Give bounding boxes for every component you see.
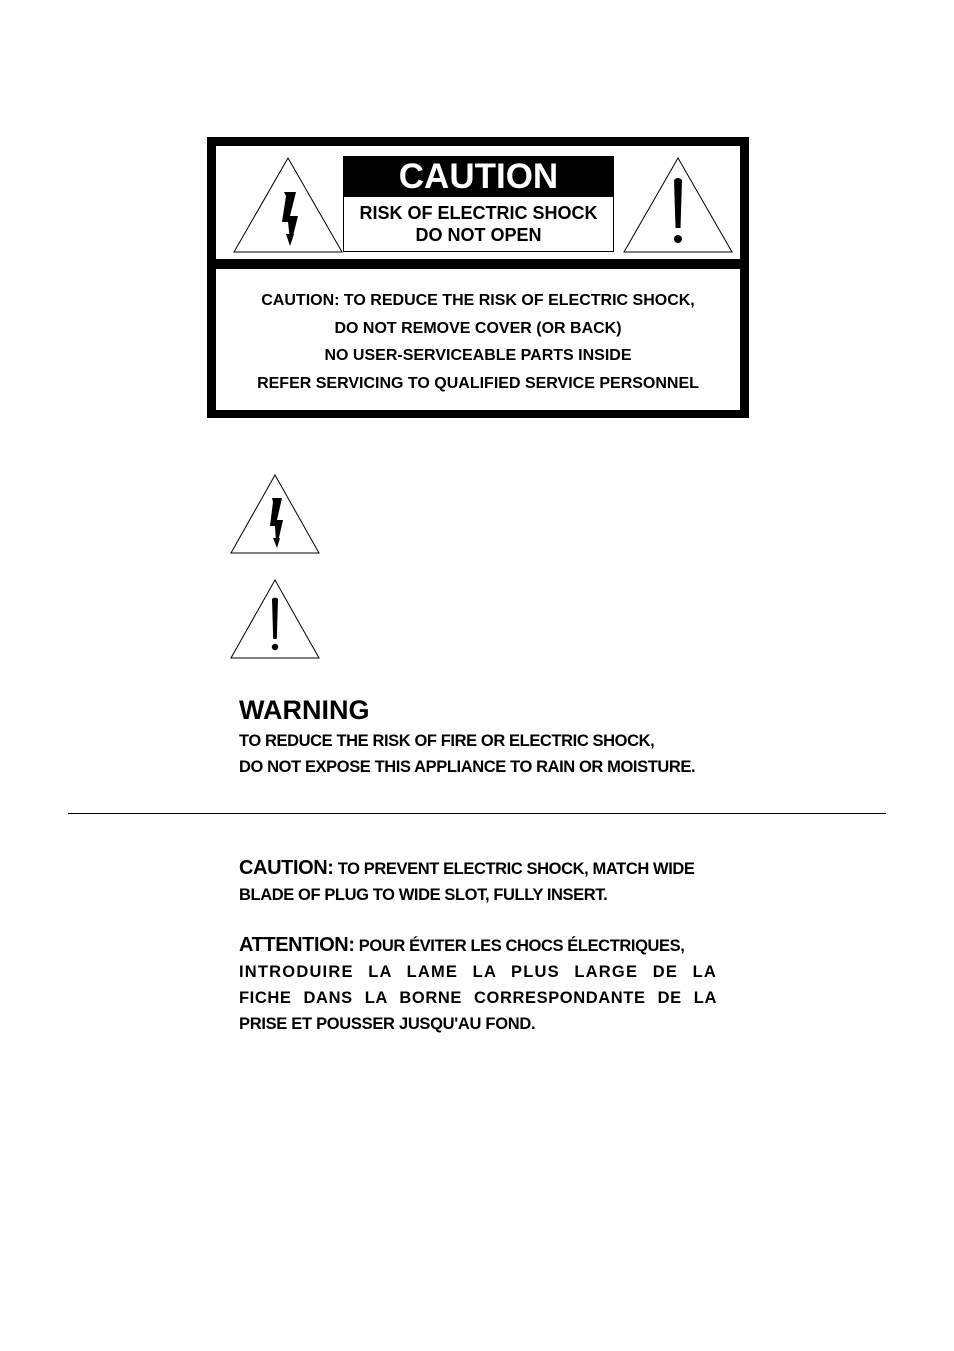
lightning-triangle-icon: [230, 474, 320, 554]
attention-text: POUR ÉVITER LES CHOCS ÉLECTRIQUES,: [354, 937, 685, 955]
divider: [68, 813, 886, 814]
caution-label: [207, 137, 749, 418]
exclamation-triangle-icon: [230, 579, 320, 659]
caution-subtitle-line-2: DO NOT OPEN: [415, 225, 542, 245]
attention-notice: [239, 932, 717, 1037]
caution-subtitle: [344, 202, 613, 246]
warning-text-line: TO REDUCE THE RISK OF FIRE OR ELECTRIC SHOCK,: [239, 732, 655, 750]
caution-label-line: DO NOT REMOVE COVER (OR BACK): [334, 319, 622, 337]
warning-text-line: DO NOT EXPOSE THIS APPLIANCE TO RAIN OR MOISTURE.: [239, 758, 696, 776]
lightning-triangle-icon: [232, 156, 344, 254]
caution-label-line: NO USER-SERVICEABLE PARTS INSIDE: [324, 347, 632, 364]
caution-label-body: [216, 269, 740, 410]
caution-banner: CAUTION: [344, 157, 613, 197]
attention-text: FICHE DANS LA BORNE CORRESPONDANTE DE LA: [239, 989, 717, 1007]
caution-plug-text: TO PREVENT ELECTRIC SHOCK, MATCH WIDE: [333, 860, 695, 878]
exclamation-triangle-icon: [622, 156, 734, 254]
caution-label-text: [216, 287, 740, 397]
caution-subtitle-line-1: RISK OF ELECTRIC SHOCK: [359, 203, 598, 223]
caution-center-panel: [343, 156, 614, 252]
caution-plug-text: BLADE OF PLUG TO WIDE SLOT, FULLY INSERT.: [239, 886, 608, 904]
caution-label-line: CAUTION: TO REDUCE THE RISK OF ELECTRIC SHOCK,: [261, 292, 695, 309]
caution-label-header: [216, 146, 740, 259]
warning-title: WARNING: [239, 695, 370, 725]
caution-plug-notice: [239, 855, 717, 908]
attention-text: PRISE ET POUSSER JUSQU'AU FOND.: [239, 1015, 536, 1033]
caution-label-line: REFER SERVICING TO QUALIFIED SERVICE PERSONNEL: [257, 374, 699, 392]
caution-plug-lead: CAUTION:: [239, 857, 334, 879]
attention-text: INTRODUIRE LA LAME LA PLUS LARGE DE LA: [239, 963, 717, 981]
attention-lead: ATTENTION:: [239, 934, 355, 956]
